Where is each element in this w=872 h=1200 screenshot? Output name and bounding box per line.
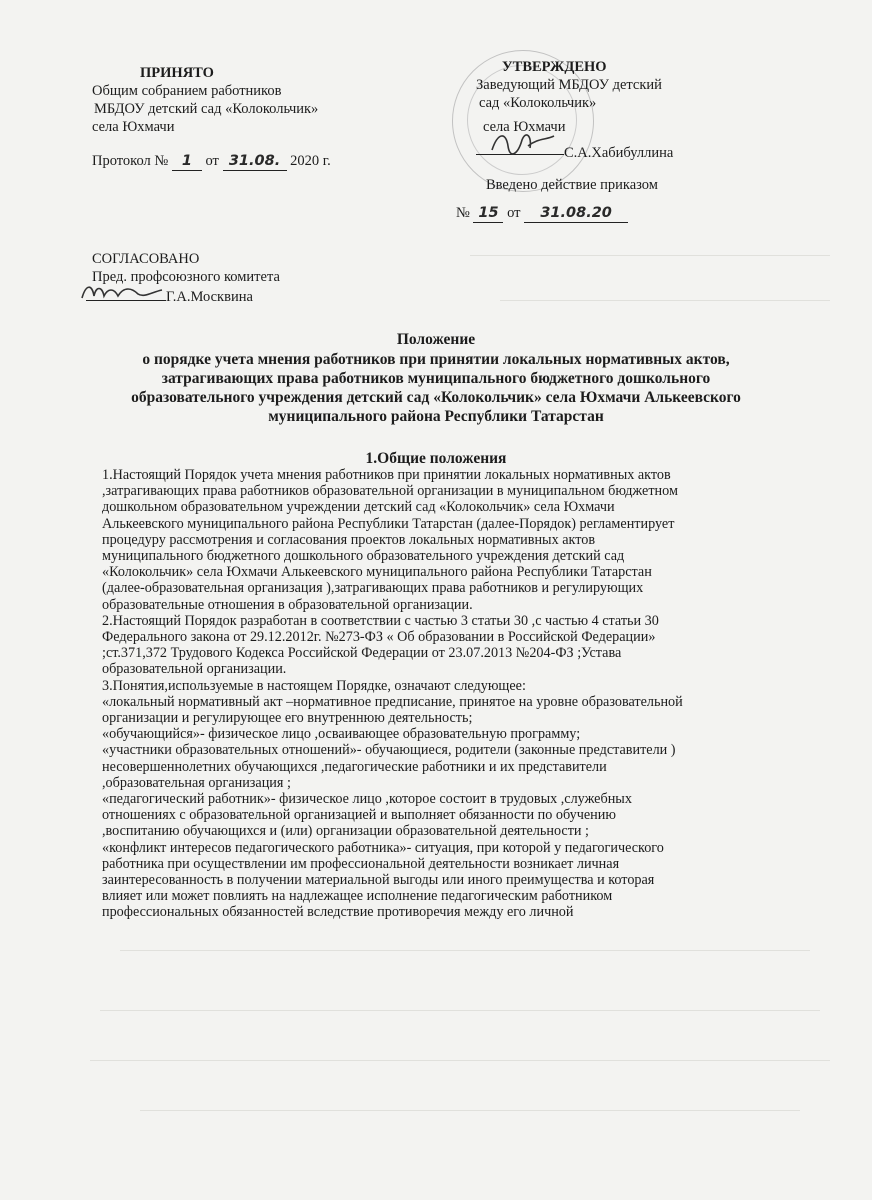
accepted-line-1: Общим собранием работников	[92, 83, 282, 99]
body-line: профессиональных обязанностей вследствие противоречия между его личной	[102, 904, 574, 921]
body-line: «обучающийся»- физическое лицо ,осваивающее образовательную программу;	[102, 726, 581, 743]
protocol-line	[92, 152, 331, 171]
section-heading: 1.Общие положения	[365, 450, 507, 467]
title-line-1: Положение	[396, 331, 476, 348]
body-line: «педагогический работник»- физическое лицо ,которое состоит в трудовых ,служебных	[102, 791, 632, 808]
body-line: образовательной организации.	[102, 661, 287, 678]
accepted-line-3: села Юхмачи	[92, 119, 175, 135]
body-line: (далее-образовательная организация ),затрагивающих права работников и регулирующих	[102, 580, 644, 597]
body-text	[102, 467, 822, 921]
head-signature-icon	[488, 128, 558, 158]
order-from: от	[507, 205, 521, 221]
body-line: Алькеевского муниципального района Республики Татарстан (далее-Порядок) регламентирует	[102, 515, 675, 532]
union-signatory: Г.А.Москвина	[166, 289, 253, 305]
body-line: ,затрагивающих права работников образовательной организации в муниципальном бюджетном	[102, 483, 678, 500]
body-line: организации и регулирующее его внутреннюю деятельность;	[102, 710, 473, 727]
protocol-number: 1	[172, 152, 202, 171]
protocol-from: от	[205, 153, 219, 169]
body-line: ;ст.371,372 Трудового Кодекса Российской Федерации от 23.07.2013 №204-ФЗ ;Устава	[102, 645, 622, 662]
title-line-5: муниципального района Республики Татарстан	[268, 408, 604, 425]
accepted-label: ПРИНЯТО	[140, 65, 214, 81]
order-number: 15	[473, 204, 503, 223]
agreed-label: СОГЛАСОВАНО	[92, 251, 200, 267]
protocol-prefix: Протокол №	[92, 153, 169, 169]
body-line: ,воспитанию обучающихся и (или) организации образовательной деятельности ;	[102, 823, 590, 840]
bleed-through-line	[140, 1110, 800, 1111]
approved-line-1: Заведующий МБДОУ детский	[476, 77, 662, 93]
bleed-through-line	[500, 300, 830, 301]
body-line: Федерального закона от 29.12.2012г. №273-ФЗ « Об образовании в Российской Федерации»	[102, 629, 656, 646]
body-line: «Колокольчик» села Юхмачи Алькеевского муниципального района Республики Татарстан	[102, 564, 652, 581]
body-line: «конфликт интересов педагогического работника»- ситуация, при которой у педагогического	[102, 839, 664, 856]
title-line-2: о порядке учета мнения работников при принятии локальных нормативных актов,	[142, 351, 730, 368]
union-signature-icon	[78, 278, 168, 308]
body-line: влияет или может повлиять на надлежащее исполнение педагогическим работником	[102, 888, 613, 905]
approved-label: УТВЕРЖДЕНО	[502, 59, 607, 75]
body-line: отношениях с образовательной организацией и выполняет обязанности по обучению	[102, 807, 616, 824]
body-line: несовершеннолетних обучающихся ,педагогические работники и их представители	[102, 758, 607, 775]
order-line	[456, 204, 628, 223]
body-line: работника при осуществлении им профессиональной деятельности возникает личная	[102, 855, 620, 872]
body-line: «локальный нормативный акт –нормативное предписание, принятое на уровне образовательной	[102, 693, 683, 710]
agreed-line-1: Пред. профсоюзного комитета	[92, 269, 280, 285]
bleed-through-line	[470, 255, 830, 256]
approved-line-2: сад «Колокольчик»	[479, 95, 597, 111]
protocol-date: 31.08.	[223, 152, 287, 171]
order-prefix: №	[456, 205, 470, 221]
bleed-through-line	[120, 950, 810, 951]
head-signatory: С.А.Хабибуллина	[564, 145, 674, 161]
body-line: «участники образовательных отношений»- обучающиеся, родители (законные представители )	[102, 742, 676, 759]
body-line: 1.Настоящий Порядок учета мнения работников при принятии локальных нормативных актов	[102, 467, 671, 483]
body-line: 3.Понятия,используемые в настоящем Порядке, означают следующее:	[102, 677, 526, 694]
title-line-4: образовательного учреждения детский сад «Колокольчик» села Юхмачи Алькеевского	[131, 389, 741, 406]
bleed-through-line	[100, 1010, 820, 1011]
body-line: процедуру рассмотрения и согласования проектов локальных нормативных актов	[102, 531, 596, 548]
body-line: ,образовательная организация ;	[102, 774, 291, 791]
accepted-line-2: МБДОУ детский сад «Колокольчик»	[94, 101, 319, 117]
body-line: дошкольном образовательном учреждении детский сад «Колокольчик» села Юхмачи	[102, 499, 615, 516]
bleed-through-line	[90, 1060, 830, 1061]
order-date: 31.08.20	[524, 204, 628, 223]
body-line: заинтересованность в получении материальной выгоды или иного преимущества и которая	[102, 872, 655, 889]
body-line: 2.Настоящий Порядок разработан в соответствии с частью 3 статьи 30 ,с частью 4 статьи 30	[102, 612, 659, 629]
protocol-year: 2020 г.	[290, 153, 331, 169]
body-line: муниципального бюджетного дошкольного образовательного учреждения детский сад	[102, 548, 625, 565]
title-line-3: затрагивающих права работников муниципального бюджетного дошкольного	[161, 370, 711, 387]
approved-line-3: села Юхмачи	[483, 119, 566, 135]
body-line: образовательные отношения в образовательной организации.	[102, 596, 473, 613]
order-text: Введено действие приказом	[486, 177, 658, 193]
